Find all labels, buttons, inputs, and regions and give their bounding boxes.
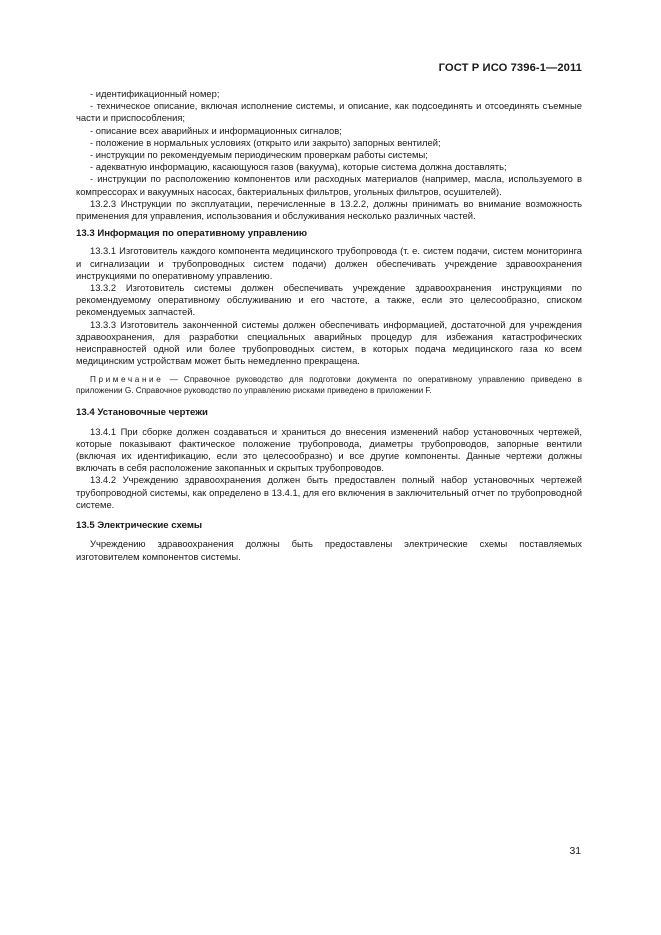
note-13-3: [76, 374, 582, 396]
note-text: — Справочное руководство для подготовки документа по оперативному управлению приведено в приложении G. Справочное руководство по управлению рисками приведено в приложении F.: [76, 375, 582, 396]
paragraph-13-4-1: 13.4.1 При сборке должен создаваться и храниться до внесения изменений набор установочных чертежей, которые показывают фактическое положение трубопровода, диаметры трубопроводов, запорные вентили (включая их идентификацию, если это целесообразно) и все другие компоненты. Данные чертежи должны включать в себя расположение закопанных и скрытых трубопроводов.: [76, 425, 582, 474]
paragraph-13-2-3: 13.2.3 Инструкции по эксплуатации, перечисленные в 13.2.2, должны принимать во внимание возможность применения для управления, использования и обслуживания несколько различных частей.: [76, 197, 582, 222]
paragraph-13-3-2: 13.3.2 Изготовитель системы должен обеспечивать учреждение здравоохранения инструкциями по рекомендуемому оперативному обслуживанию и его частоте, а также, если это целесообразно, списком рекомендуемых запчастей.: [76, 282, 582, 318]
list-item: - адекватную информацию, касающуюся газов (вакуума), которые система должна доставлять;: [90, 161, 507, 173]
paragraph-13-3-1: 13.3.1 Изготовитель каждого компонента медицинского трубопровода (т. е. систем подачи, систем мониторинга и сигнализации и трубопроводных систем подачи) должен обеспечивать учреждение здравоохранения инструкциями по оперативному управлению.: [76, 245, 582, 281]
section-heading-13-4: 13.4 Установочные чертежи: [76, 407, 208, 419]
list-item: - инструкции по расположению компонентов или расходных материалов (например, масла, используемого в компрессорах и вакуумных насосах, бактериальных фильтров, угольных фильтров, осушителей).: [76, 173, 582, 197]
standard-header: ГОСТ Р ИСО 7396-1—2011: [438, 62, 582, 74]
list-item: - инструкции по рекомендуемым периодическим проверкам работы системы;: [90, 149, 428, 161]
page-number: 31: [569, 846, 581, 857]
section-heading-13-5: 13.5 Электрические схемы: [76, 520, 203, 532]
list-item: - техническое описание, включая исполнение системы, и описание, как подсоединять и отсоединять съемные части и приспособления;: [76, 100, 582, 124]
paragraph-13-5: Учреждению здравоохранения должны быть предоставлены электрические схемы поставляемых изготовителем компонентов системы.: [76, 538, 582, 562]
list-item: - положение в нормальных условиях (открыто или закрыто) запорных вентилей;: [90, 136, 441, 148]
paragraph-13-3-3: 13.3.3 Изготовитель законченной системы должен обеспечивать информацией, достаточной для учреждения здравоохранения, для разработки специальных аварийных процедур для избежания катастрофических неисправностей одной или более трубопроводных систем, в которых подача медицинского газа ко всем медицинским устройствам может быть немедленно прекращена.: [76, 318, 582, 367]
section-heading-13-3: 13.3 Информация по оперативному управлению: [76, 228, 308, 240]
paragraph-13-4-2: 13.4.2 Учреждению здравоохранения должен быть предоставлен полный набор установочных чертежей трубопроводной системы, как определено в 13.4.1, для его включения в заключительный отчет по трубопроводной системе.: [76, 474, 582, 510]
list-item: - описание всех аварийных и информационных сигналов;: [90, 124, 342, 136]
page-content: [76, 88, 582, 563]
note-label: Примечание: [90, 375, 164, 385]
list-item: - идентификационный номер;: [90, 88, 220, 99]
